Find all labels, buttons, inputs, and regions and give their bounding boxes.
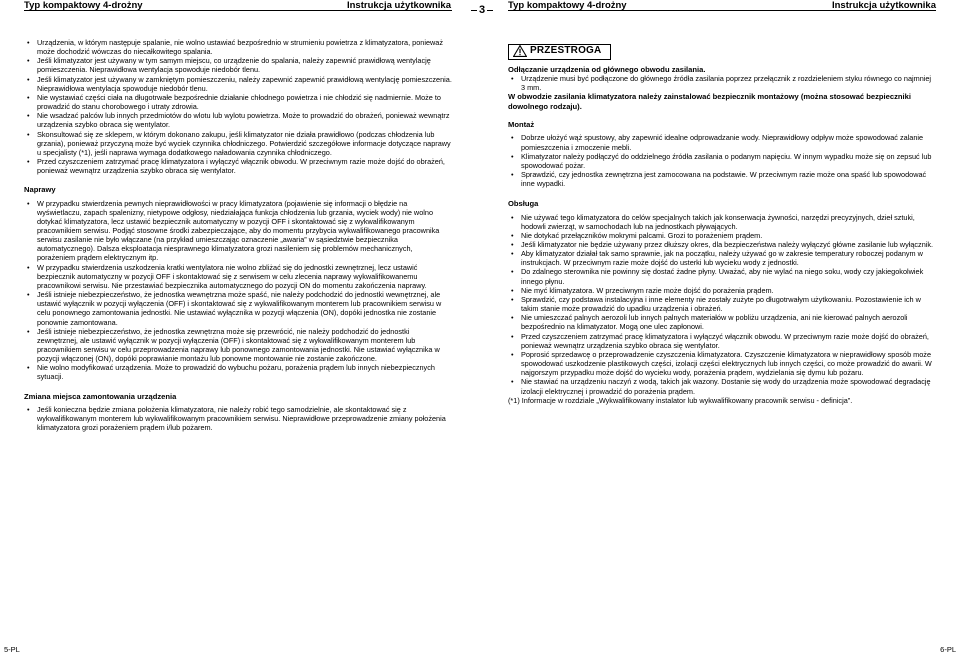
list-item: • Jeśli klimatyzator nie będzie używany przez dłuższy okres, dla bezpieczeństwa należy wyłączyć główne zasilanie lub wyłącznik. xyxy=(508,240,936,249)
list-item: • Sprawdzić, czy podstawa instalacyjna i inne elementy nie zostały zużyte po długotrwałym użytkowaniu. Pozostawienie ich w takim stanie może prowadzić do upadku urządzenia i obrażeń. xyxy=(508,295,936,313)
handling-heading: Obsługa xyxy=(508,199,539,209)
list-item: • Jeśli klimatyzator jest używany w zamkniętym pomieszczeniu, należy zapewnić zapewnić prawidłową wentylację pomieszczenia. Nieprawidłowa wentylacja spowoduje niedobór tlenu. xyxy=(24,75,452,93)
list-item: • W przypadku stwierdzenia uszkodzenia kratki wentylatora nie wolno zbliżać się do jednostki zewnętrznej, lecz ustawić bezpiecznik automatyczny w pozycji OFF i skontaktować się z serwisem w celu zlecenia naprawy wykwalifikowanemu pracownikowi serwisu. Nie przestawiać bezpiecznika automatycznego do pozycji ON do momentu zakończenia naprawy. xyxy=(24,263,452,290)
mounting-list xyxy=(508,133,936,188)
right-header-manual: Instrukcja użytkownika xyxy=(831,0,936,11)
left-column xyxy=(24,38,452,432)
list-item: • Do zdalnego sterownika nie powinny się dostać żadne płyny. Uważać, aby nie wylać na niego soku, wody czy jakiegokolwiek innego płynu. xyxy=(508,267,936,285)
warning-triangle-icon xyxy=(513,45,527,57)
left-header-title: Typ kompaktowy 4-drożny xyxy=(24,0,143,11)
list-item: • Nie wystawiać części ciała na długotrwałe bezpośrednie działanie chłodnego powietrza i nie chłodzić się nadmiernie. Może to prowadzić do stanu chorobowego i utraty zdrowia. xyxy=(24,93,452,111)
list-item: • Przed czyszczeniem zatrzymać pracę klimatyzatora i wyłączyć włącznik obwodu. W przeciwnym razie może dojść do obrażeń, ponieważ wewnątrz urządzenia szybko obraca się wentylator. xyxy=(508,332,936,350)
disconnect-list xyxy=(508,74,936,92)
list-item: • Jeśli istnieje niebezpieczeństwo, że jednostka wewnętrzna może spaść, nie należy podchodzić do jednostki wewnętrznej, ale ustawić wyłącznik w pozycji wyłączenia (OFF) i skontaktować się z wykwalifikowanym monterem lub pracownikiem serwisu w celu ponownego zamontowania jednostki. Nie ustawiać wyłącznika w pozycji włączenia (ON), dopóki jednostka nie zostanie ponownie zamontowana. xyxy=(24,290,452,327)
list-item: • Urządzenia, w którym następuje spalanie, nie wolno ustawiać bezpośrednio w strumieniu powietrza z klimatyzatora, ponieważ może dochodzić wówczas do niecałkowitego spalania. xyxy=(24,38,452,56)
list-item: • Jeśli konieczna będzie zmiana położenia klimatyzatora, nie należy robić tego samodzielnie, ale skontaktować się z wykwalifikowanym monterem lub wykwalifikowanym pracownikiem serwisu. Nieprawidłowe przeprowadzenie zmiany położenia klimatyzatora grozi porażeniem prądem i/lub pożarem. xyxy=(24,405,452,432)
intro-list xyxy=(24,38,452,175)
right-header-rule xyxy=(508,10,936,11)
warning-label: PRZESTROGA xyxy=(530,45,602,56)
relocation-list xyxy=(24,405,452,432)
relocation-heading: Zmiana miejsca zamontowania urządzenia xyxy=(24,391,177,401)
list-item: • Sprawdzić, czy jednostka zewnętrzna jest zamocowana na podstawie. W przeciwnym razie może ona spaść lub spowodować inne wypadki. xyxy=(508,170,936,188)
list-item: • Dobrze ułożyć wąż spustowy, aby zapewnić idealne odprowadzanie wody. Nieprawidłowy odpływ może spowodować zalanie pomieszczenia i zmoczenie mebli. xyxy=(508,133,936,151)
list-item: • Skonsultować się ze sklepem, w którym dokonano zakupu, jeśli klimatyzator nie działa prawidłowo (podczas chłodzenia lub grzania), ponieważ przyczyną może być wyciek czynnika chłodniczego. Potwierdzić szczegółowe informacje dotyczące naprawy u specjalisty (*1), jeśli naprawa wymaga dodatkowego naładowania czynnika chłodniczego. xyxy=(24,130,452,157)
disconnect-heading: Odłączanie urządzenia od głównego obwodu zasilania. xyxy=(508,65,706,74)
list-item: • Nie umieszczać palnych aerozoli lub innych palnych materiałów w pobliżu urządzenia, ani nie kierować palnych aerozoli bezpośrednio na klimatyzator. Mogą one ulec zapłonowi. xyxy=(508,313,936,331)
list-item: • Przed czyszczeniem zatrzymać pracę klimatyzatora i wyłączyć włącznik obwodu. W przeciwnym razie może dojść do obrażeń, ponieważ wewnątrz urządzenia szybko obraca się wentylator. xyxy=(24,157,452,175)
mounting-heading: Montaż xyxy=(508,120,535,130)
repairs-list xyxy=(24,199,452,382)
page-number: 3 xyxy=(469,4,495,16)
list-item: • Nie używać tego klimatyzatora do celów specjalnych takich jak konserwacja żywności, narzędzi precyzyjnych, dzieł sztuki, hodowli zwierząt, w samochodach lub na jednostkach pływających. xyxy=(508,213,936,231)
left-page-label: 5-PL xyxy=(4,645,20,654)
list-item: • Jeśli klimatyzator jest używany w tym samym miejscu, co urządzenie do spalania, należy zapewnić prawidłową wentylację pomieszczenia. Nieprawidłowa wentylacja spowoduje niedobór tlenu. xyxy=(24,56,452,74)
list-item: • Poprosić sprzedawcę o przeprowadzenie czyszczenia klimatyzatora. Czyszczenie klimatyzatora w nieprawidłowy sposób może spowodować uszkodzenie plastikowych części, izolacji części elektrycznych lub innych części, co może prowadzić do awarii. W najgorszym przypadku może dojść do wycieku wody, porażenia prądem, wydzielania się dymu lub pożaru. xyxy=(508,350,936,377)
repairs-heading: Naprawy xyxy=(24,185,56,195)
list-item: • Jeśli istnieje niebezpieczeństwo, że jednostka zewnętrzna może się przewrócić, nie należy podchodzić do jednostki zewnętrznej, ale ustawić wyłącznik w pozycji wyłączenia (OFF) i skontaktować się z wykwalifikowanym monterem lub pracownikiem serwisu w celu przeprowadzenia naprawy lub ponownego zamontowania jednostki. Nie ustawiać wyłącznika w pozycji włączonej (ON), dopóki poprawianie montażu lub ponowne montowanie nie zostanie zakończone. xyxy=(24,327,452,364)
list-item: • Urządzenie musi być podłączone do głównego źródła zasilania poprzez przełącznik z rozdzieleniem styku równego co najmniej 3 mm. xyxy=(508,74,936,92)
right-column xyxy=(508,38,936,405)
list-item: • Nie stawiać na urządzeniu naczyń z wodą, takich jak wazony. Dostanie się wody do urządzenia może spowodować degradację izolacji elektrycznej i prowadzić do porażenia prądem. xyxy=(508,377,936,395)
list-item: • Nie myć klimatyzatora. W przeciwnym razie może dojść do porażenia prądem. xyxy=(508,286,936,295)
right-page-label: 6-PL xyxy=(940,645,956,654)
left-header-manual: Instrukcja użytkownika xyxy=(346,0,451,11)
list-item: • Nie dotykać przełączników mokrymi palcami. Grozi to porażeniem prądem. xyxy=(508,231,936,240)
power-note: W obwodzie zasilania klimatyzatora należy zainstalować bezpiecznik montażowy (można stosować bezpieczniki dowolnego rodzaju). xyxy=(508,92,911,111)
list-item: • Aby klimatyzator działał tak samo sprawnie, jak na początku, należy używać go w zakresie temperatury roboczej podanym w instrukcjach. W przeciwnym razie może dojść do usterki lub wycieku wody z jednostki. xyxy=(508,249,936,267)
list-item: • Nie wolno modyfikować urządzenia. Może to prowadzić do wybuchu pożaru, porażenia prądem lub innych niebezpiecznych sytuacji. xyxy=(24,363,452,381)
list-item: • Nie wsadzać palców lub innych przedmiotów do wlotu lub wylotu powietrza. Może to prowadzić do obrażeń, ponieważ wewnątrz urządzenia szybko obraca się wentylator. xyxy=(24,111,452,129)
right-header-title: Typ kompaktowy 4-drożny xyxy=(508,0,627,11)
left-header-rule xyxy=(24,10,452,11)
list-item: • W przypadku stwierdzenia pewnych nieprawidłowości w pracy klimatyzatora (pojawienie się informacji o błędzie na wyświetlaczu, zapach spalenizny, nietypowe odgłosy, niedziałająca funkcja chłodzenia lub grzania, wyciek wody) nie wolno dotykać klimatyzatora, lecz ustawić bezpiecznik automatyczny w pozycji OFF i skontaktować się z wykwalifikowanym pracownikiem serwisu. Podjąć stosowne środki zabezpieczające, aby do momentu przybycia wykwalifikowanego pracownika serwisu zasilanie nie było włączane (na przykład umieszczając oznaczenie „awaria” w sąsiedztwie bezpiecznika automatycznego). Dalsza eksploatacja niesprawnego klimatyzatora grozi nasileniem się problemów mechanicznych, porażeniem prądem elektrycznym itp. xyxy=(24,199,452,263)
list-item: • Klimatyzator należy podłączyć do oddzielnego źródła zasilania o podanym napięciu. W innym wypadku może się on zepsuć lub spowodować pożar. xyxy=(508,152,936,170)
warning-banner xyxy=(508,44,936,60)
footnote: (*1) Informacje w rozdziale „Wykwalifikowany instalator lub wykwalifikowany pracownik serwisu - definicja”. xyxy=(508,395,853,405)
handling-list xyxy=(508,213,936,396)
